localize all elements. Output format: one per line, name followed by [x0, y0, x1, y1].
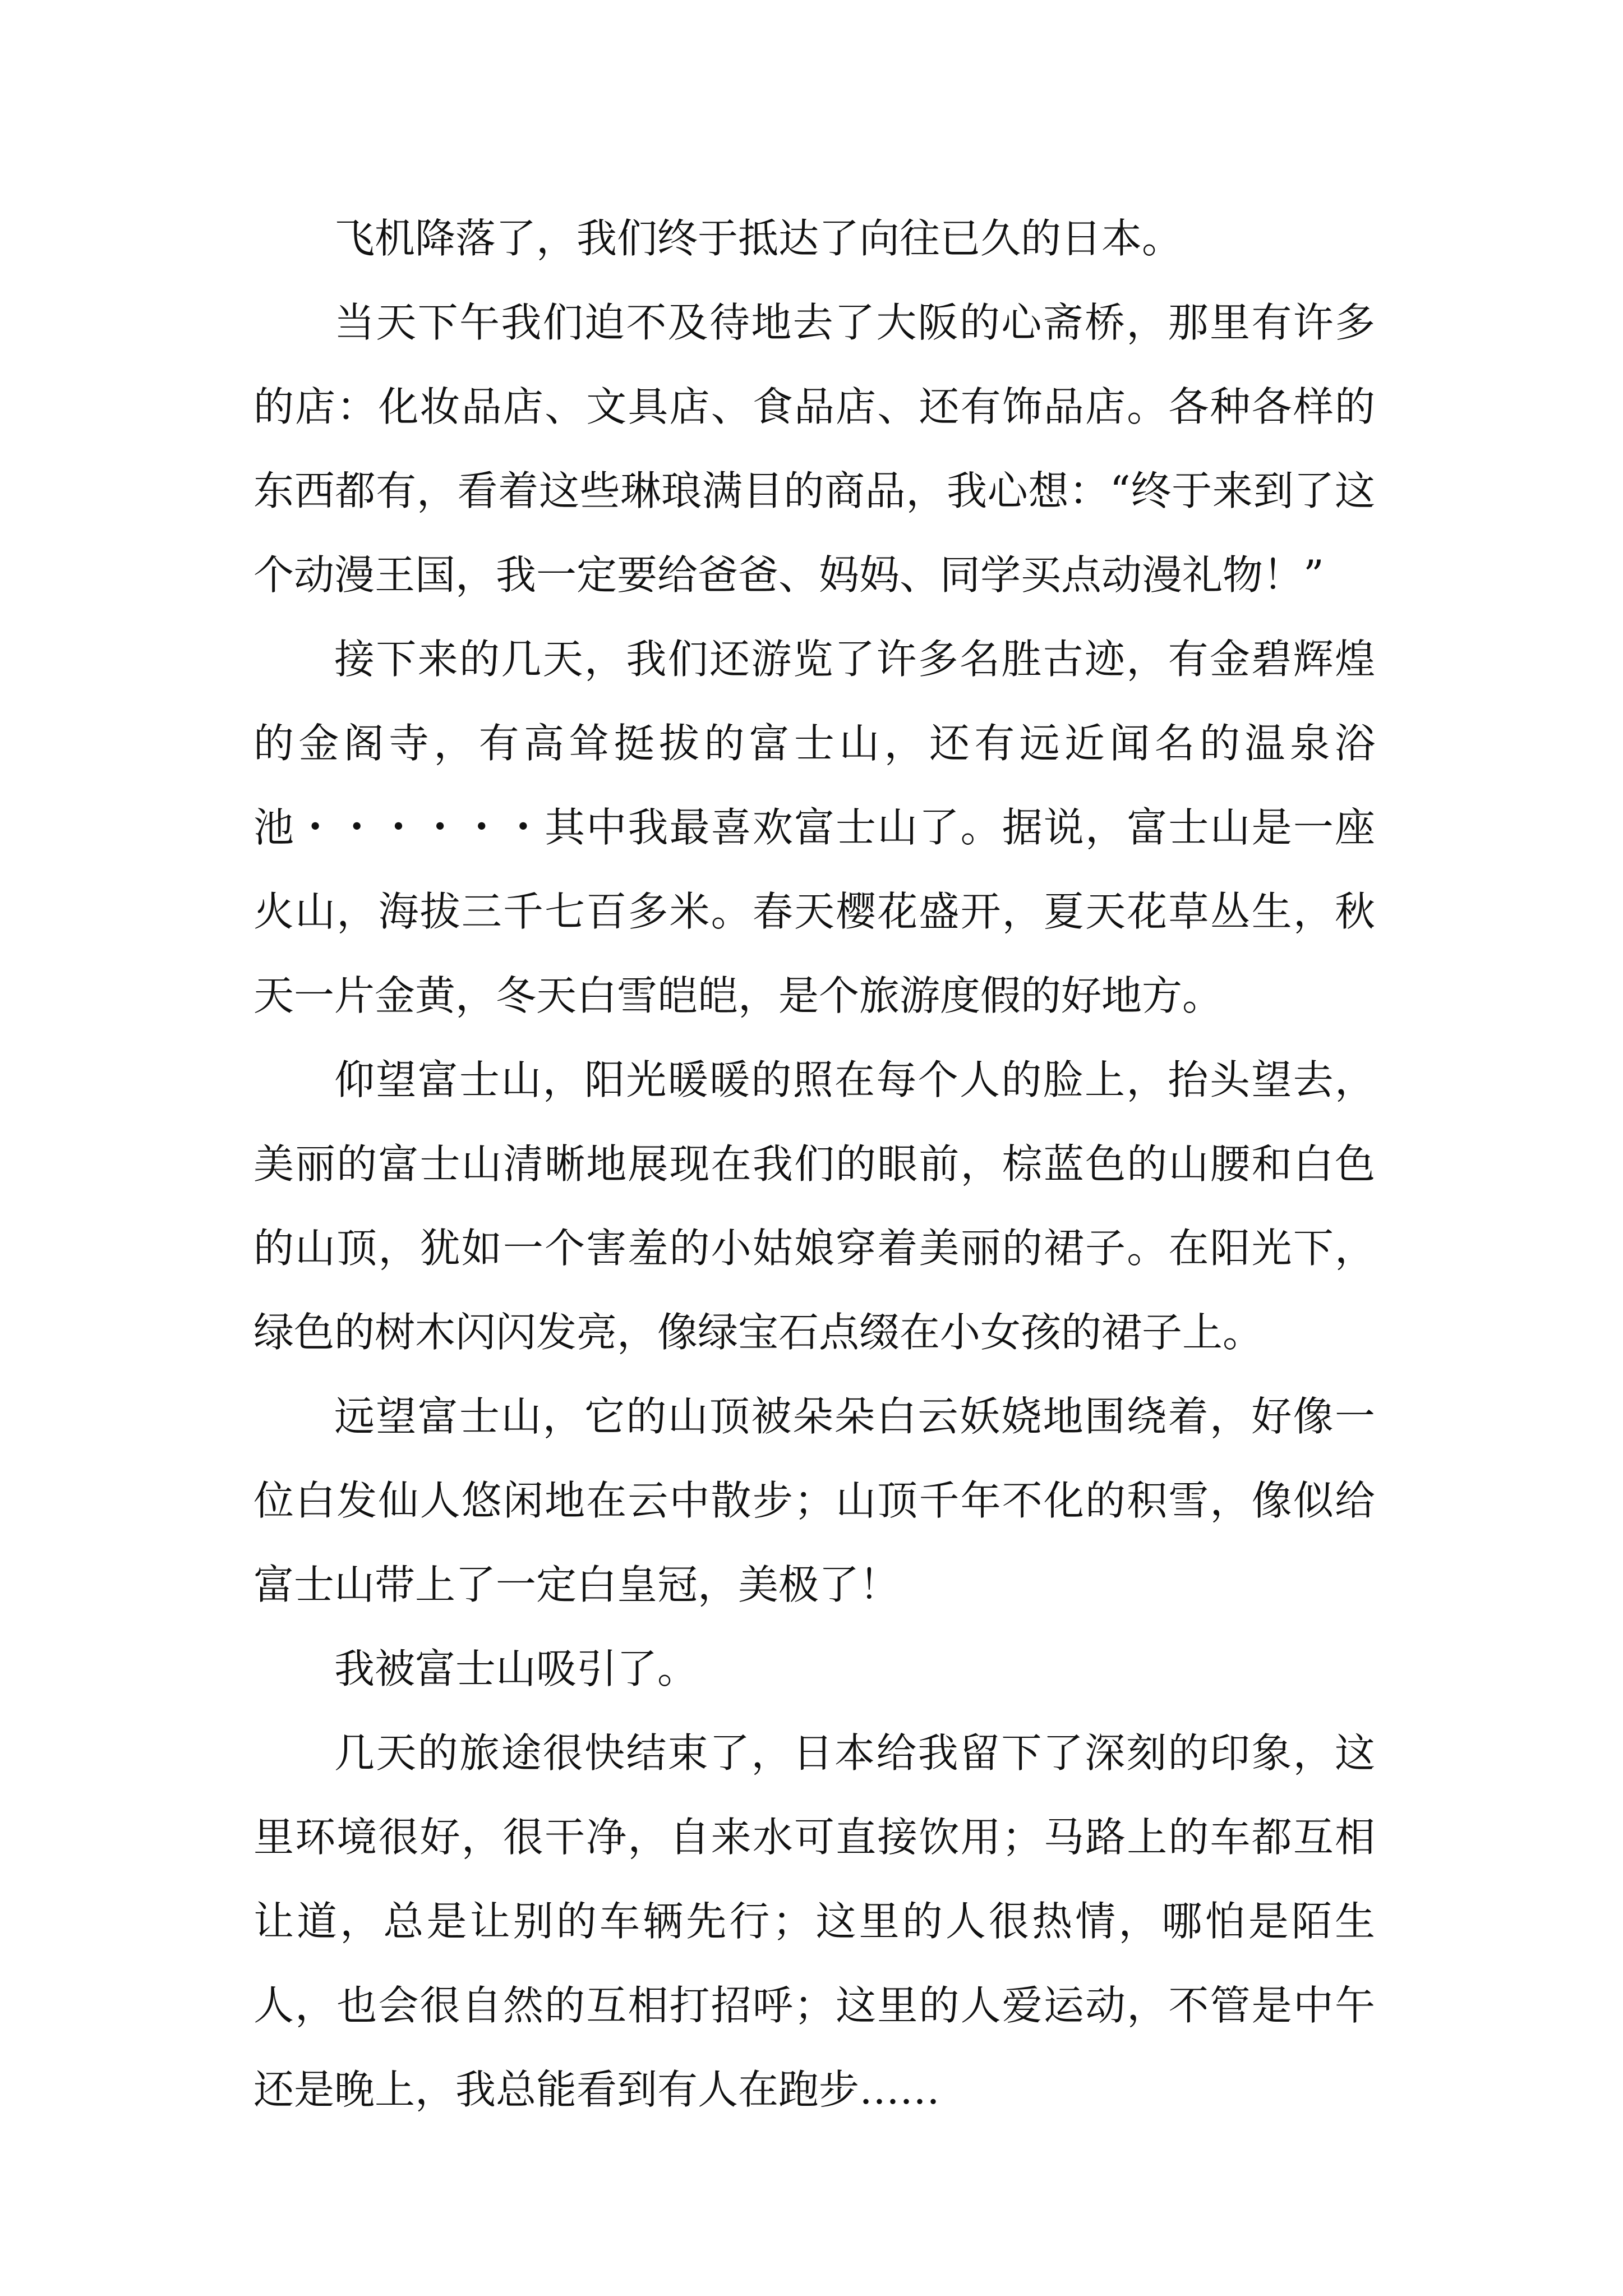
paragraph-impressions: 几天的旅途很快结束了，日本给我留下了深刻的印象，这里环境很好，很干净，自来水可直接饮用；马路上的车都互相让道，总是让别的车辆先行；这里的人很热情，哪怕是陌生人，也会很自然的互相打招呼；这里的人爱运动，不管是中午还是晚上，我总能看到有人在跑步…… [253, 1729, 1375, 2113]
paragraph-shinsaibashi: 当天下午我们迫不及待地去了大阪的心斋桥，那里有许多的店：化妆品店、文具店、食品店、还有饰品店。各种各样的东西都有，看着这些琳琅满目的商品，我心想：“终于来到了这个动漫王国，我一定要给爸爸、妈妈、同学买点动漫礼物！” [253, 299, 1375, 599]
paragraph-sightseeing: 接下来的几天，我们还游览了许多名胜古迹，有金碧辉煌的金阁寺，有高耸挺拔的富士山，还有远近闻名的温泉浴池・・・・・・其中我最喜欢富士山了。据说，富士山是一座火山，海拔三千七百多米。春天樱花盛开，夏天花草丛生，秋天一片金黄，冬天白雪皑皑，是个旅游度假的好地方。 [253, 636, 1375, 1019]
paragraph-distant-fuji: 远望富士山，它的山顶被朵朵白云妖娆地围绕着，好像一位白发仙人悠闲地在云中散步；山顶千年不化的积雪，像似给富士山带上了一定白皇冠，美极了！ [253, 1393, 1375, 1608]
paragraph-attracted: 我被富士山吸引了。 [334, 1645, 698, 1692]
paragraph-looking-up-fuji: 仰望富士山，阳光暖暖的照在每个人的脸上，抬头望去，美丽的富士山清晰地展现在我们的眼前，棕蓝色的山腰和白色的山顶，犹如一个害羞的小姑娘穿着美丽的裙子。在阳光下，绿色的树木闪闪发亮，像绿宝石点缀在小女孩的裙子上。 [253, 1056, 1375, 1356]
paragraph-arrival: 飞机降落了，我们终于抵达了向往已久的日本。 [334, 215, 1183, 262]
essay-body [253, 196, 1375, 2132]
